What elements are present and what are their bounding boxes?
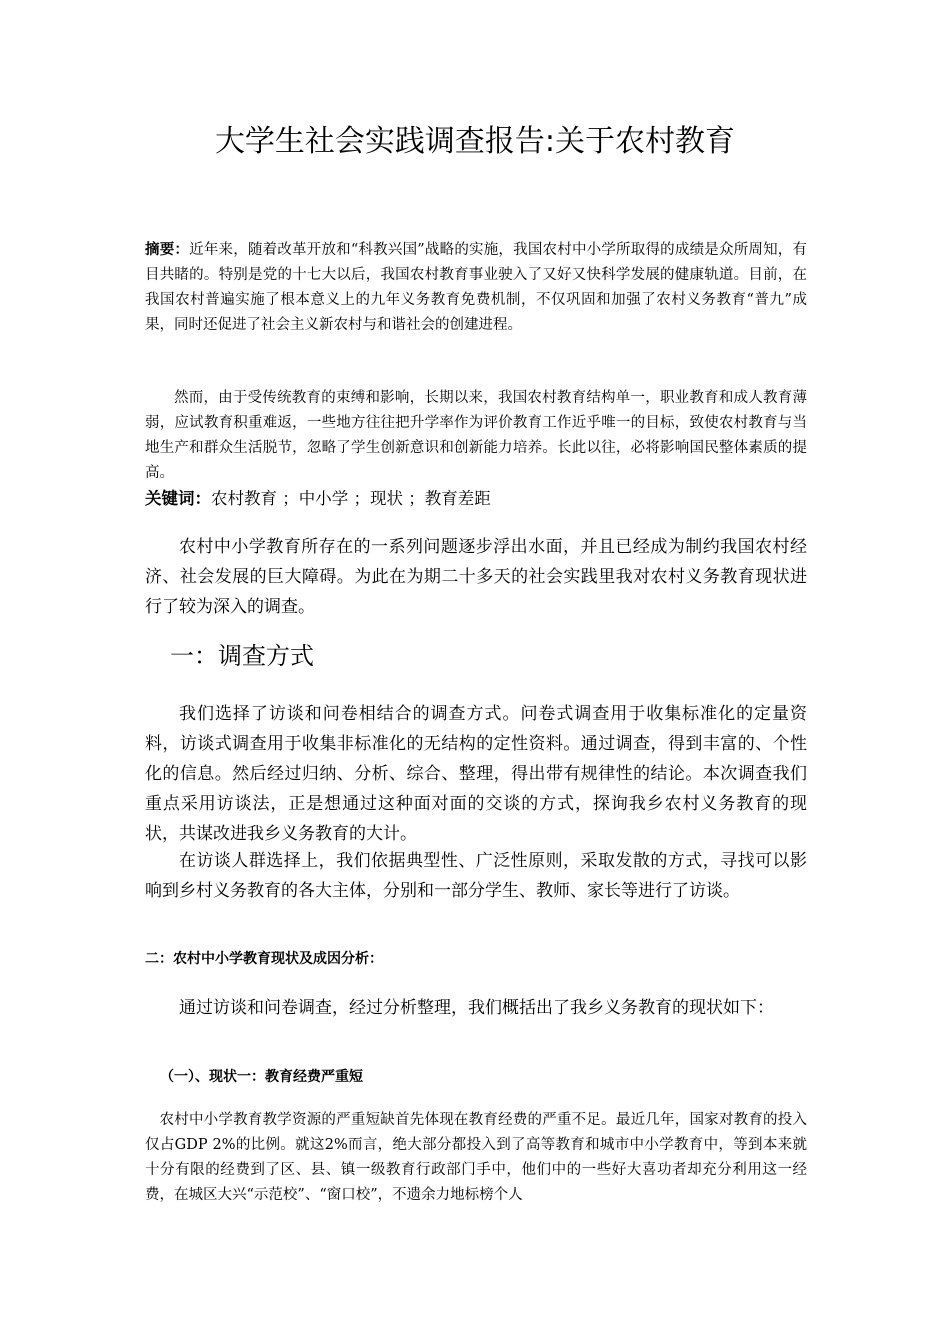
section-1-paragraph-1: 我们选择了访谈和问卷相结合的调查方式。问卷式调查用于收集标准化的定量资料，访谈式调查用于收集非标准化的无结构的定性资料。通过调查，得到丰富的、个性化的信息。然后经过归纳、分析、综合、整理，得出带有规律性的结论。本次调查我们重点采用访谈法，正是想通过这种面对面的交谈的方式，探询我乡农村义务教育的现状，共谋改进我乡义务教育的大计。: [145, 704, 807, 844]
keywords-label: 关键词：: [145, 489, 211, 508]
subsection-1-paragraph: 农村中小学教育教学资源的严重短缺首先体现在教育经费的严重不足。最近几年，国家对教育的投入仅占GDP 2%的比例。就这2%而言，绝大部分都投入到了高等教育和城市中小学教育中，等到本来就十分有限的经费到了区、县、镇一级教育行政部门手中，他们中的一些好大喜功者却充分利用这一经费，在城区大兴“示范校”、“窗口校”，不遗余力地标榜个人: [145, 1112, 807, 1203]
subsection-1-heading: （一）、现状一：教育经费严重短: [160, 1069, 363, 1085]
section-2-heading: 二：农村中小学教育现状及成因分析：: [145, 951, 383, 967]
section-2-paragraph-1: 通过访谈和问卷调查，经过分析整理，我们概括出了我乡义务教育的现状如下：: [179, 998, 774, 1018]
section-1-paragraph-2: 在访谈人群选择上，我们依据典型性、广泛性原则，采取发散的方式，寻找可以影响到乡村义务教育的各大主体，分别和一部分学生、教师、家长等进行了访谈。: [145, 851, 807, 901]
keywords-text: 农村教育 ；中小学 ；现状 ；教育差距: [211, 489, 491, 508]
section-1-heading: 一：调查方式: [170, 642, 314, 670]
keywords-line: [145, 486, 807, 512]
abstract-paragraph: [145, 237, 807, 338]
document-title: 大学生社会实践调查报告:关于农村教育: [214, 124, 736, 159]
intro-paragraph: 农村中小学教育所存在的一系列问题逐步浮出水面，并且已经成为制约我国农村经济、社会发展的巨大障碍。为此在为期二十多天的社会实践里我对农村义务教育现状进行了较为深入的调查。: [145, 537, 807, 617]
abstract-paragraph-2: 然而，由于受传统教育的束缚和影响，长期以来，我国农村教育结构单一，职业教育和成人教育薄弱，应试教育积重难返，一些地方往往把升学率作为评价教育工作近乎唯一的目标，致使农村教育与当地生产和群众生活脱节，忽略了学生创新意识和创新能力培养。长此以往，必将影响国民整体素质的提高。: [145, 390, 807, 481]
abstract-text: 近年来，随着改革开放和“科教兴国”战略的实施，我国农村中小学所取得的成绩是众所周知，有目共睹的。特别是党的十七大以后，我国农村教育事业驶入了又好又快科学发展的健康轨道。目前，在我国农村普遍实施了根本意义上的九年义务教育免费机制，不仅巩固和加强了农村义务教育“普九”成果，同时还促进了社会主义新农村与和谐社会的创建进程。: [145, 242, 808, 333]
abstract-label: 摘要：: [145, 241, 190, 258]
